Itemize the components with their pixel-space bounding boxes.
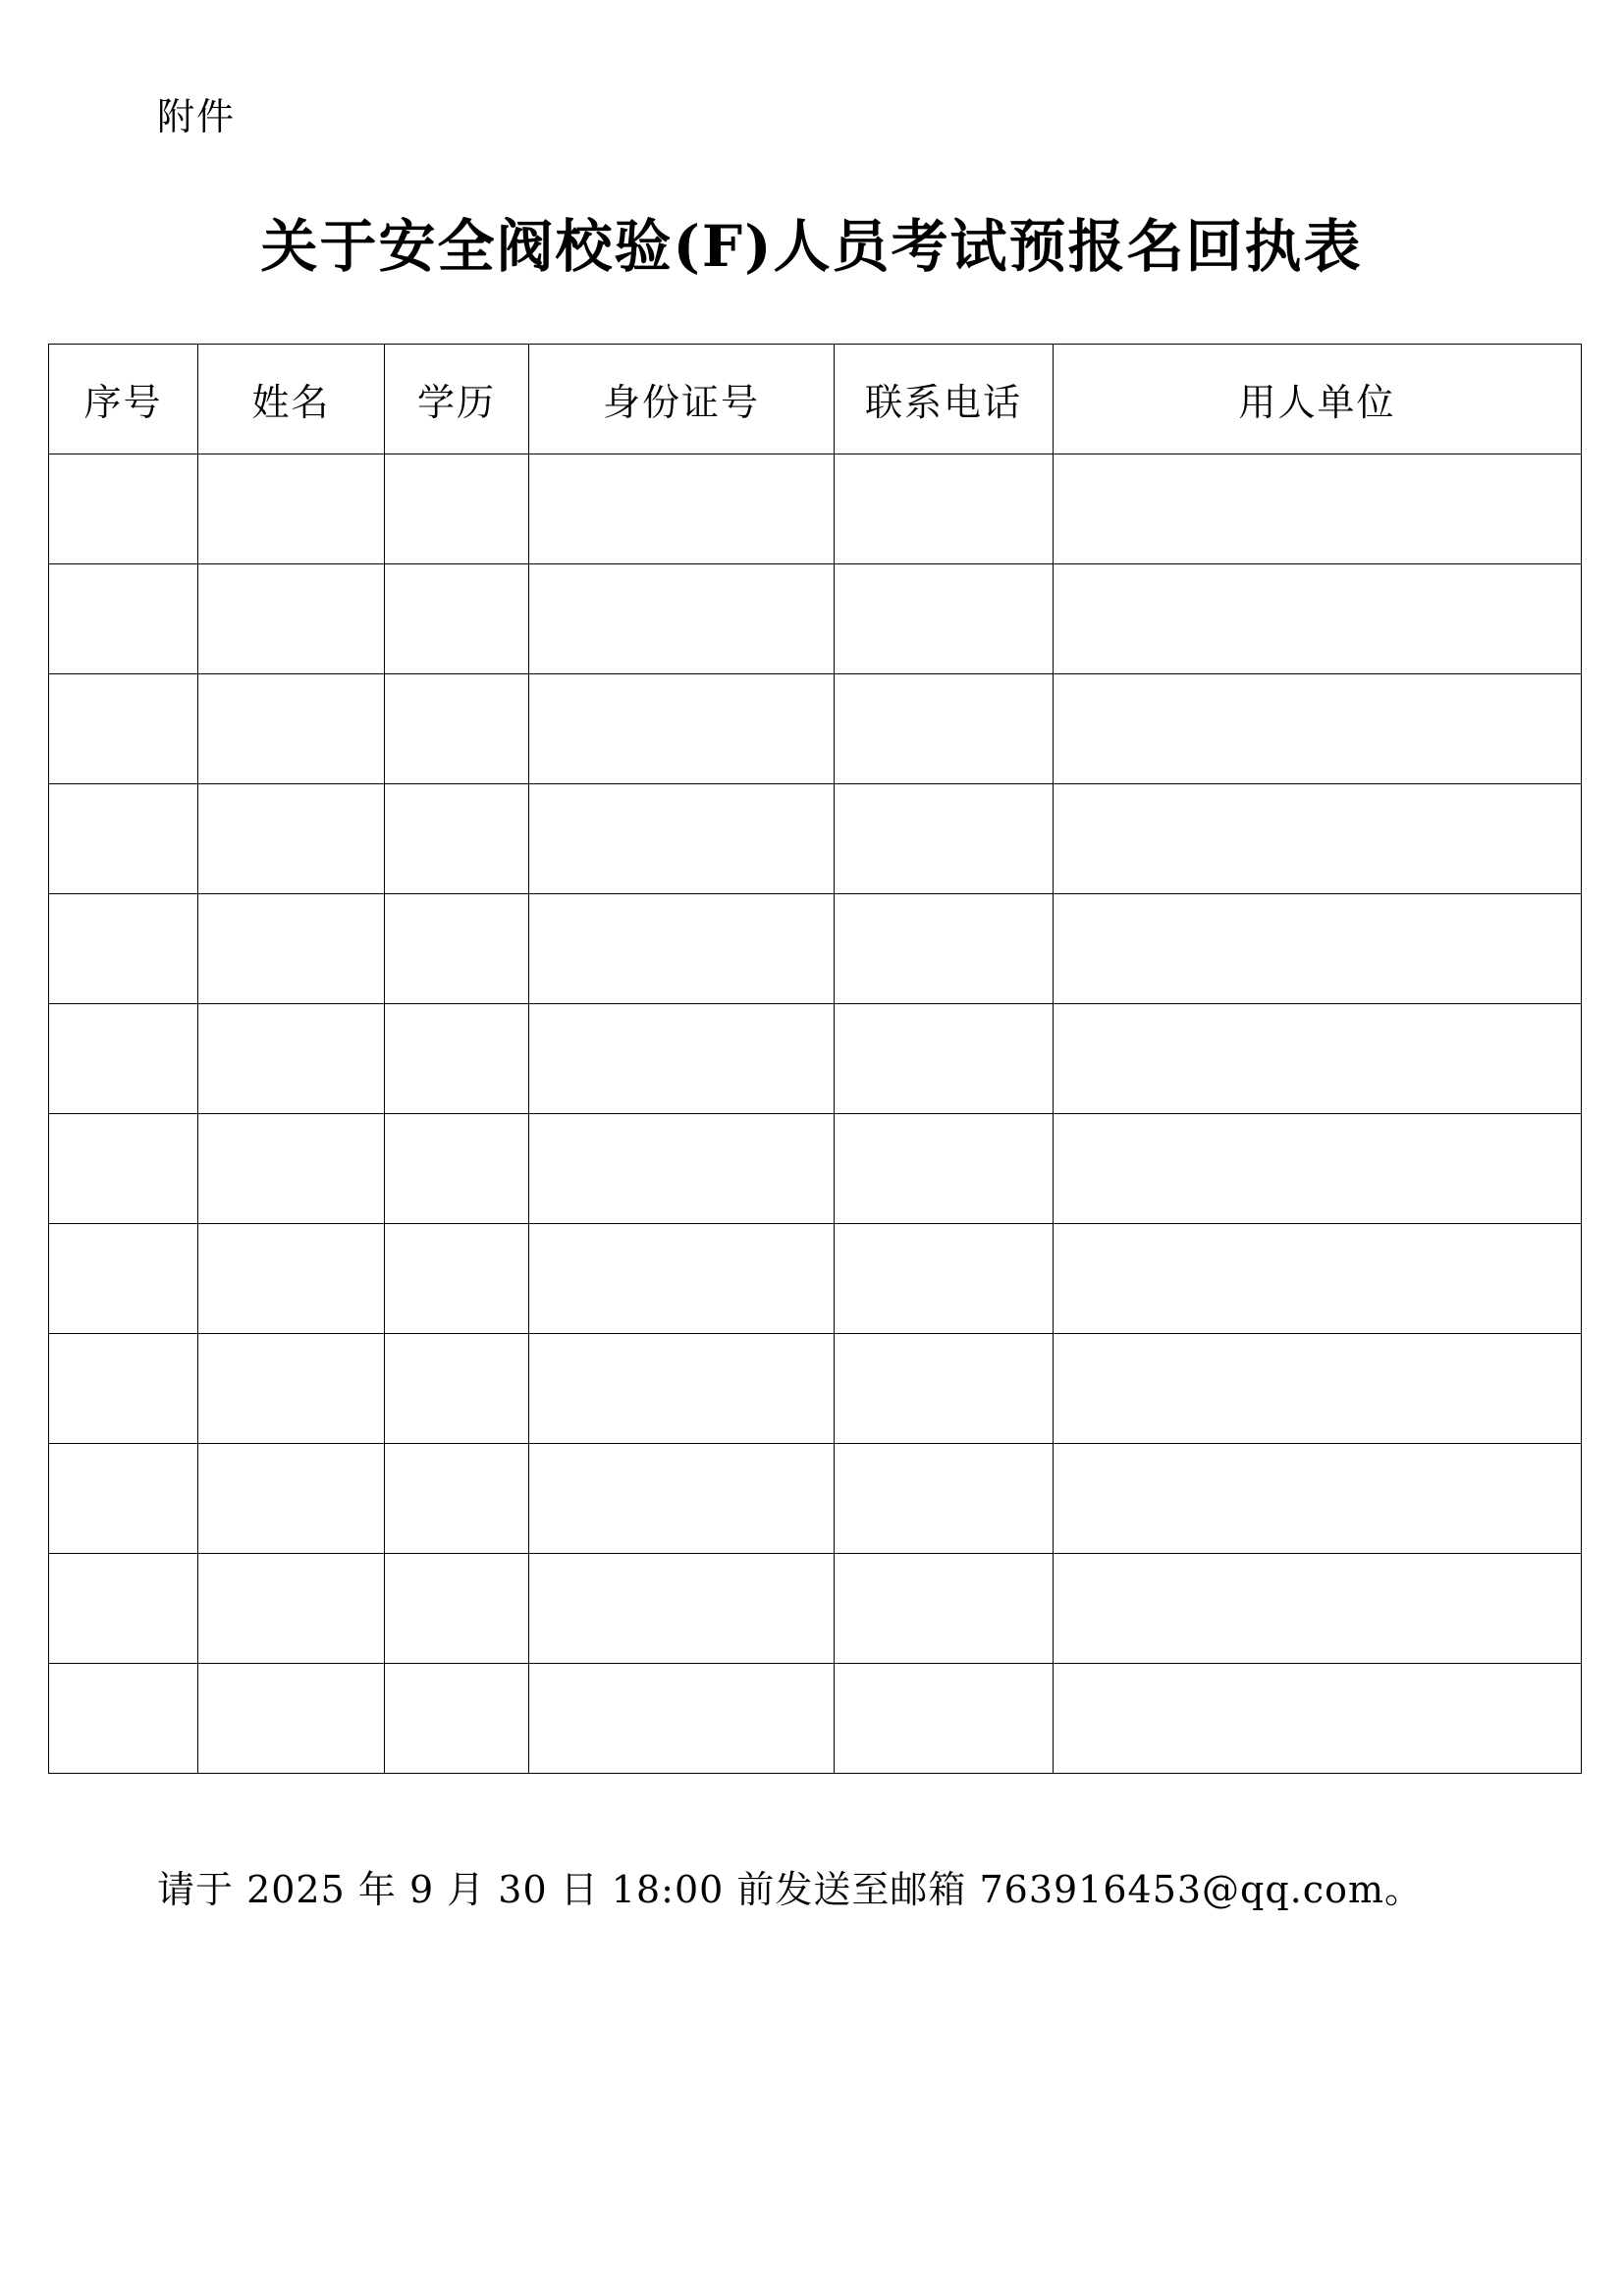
table-row bbox=[49, 1004, 1582, 1114]
attachment-label: 附件 bbox=[157, 95, 237, 138]
header-education: 学历 bbox=[385, 345, 529, 454]
table-cell[interactable] bbox=[198, 1444, 385, 1554]
table-cell[interactable] bbox=[385, 674, 529, 784]
header-id-number: 身份证号 bbox=[529, 345, 835, 454]
table-cell[interactable] bbox=[835, 894, 1054, 1004]
table-cell[interactable] bbox=[1054, 1664, 1582, 1774]
table-cell[interactable] bbox=[529, 784, 835, 894]
table-cell[interactable] bbox=[198, 784, 385, 894]
table-cell[interactable] bbox=[49, 1224, 198, 1334]
submission-note: 请于 2025 年 9 月 30 日 18:00 前发送至邮箱 763916453@qq.com。 bbox=[157, 1868, 1423, 1911]
table-cell[interactable] bbox=[1054, 784, 1582, 894]
table-header-row bbox=[49, 345, 1582, 454]
table-cell[interactable] bbox=[835, 674, 1054, 784]
table-cell[interactable] bbox=[385, 784, 529, 894]
table-row bbox=[49, 674, 1582, 784]
header-employer: 用人单位 bbox=[1054, 345, 1582, 454]
table-cell[interactable] bbox=[49, 1004, 198, 1114]
table-cell[interactable] bbox=[49, 674, 198, 784]
table-cell[interactable] bbox=[198, 894, 385, 1004]
table-cell[interactable] bbox=[1054, 1224, 1582, 1334]
document-title: 关于安全阀校验(F)人员考试预报名回执表 bbox=[260, 213, 1363, 280]
table-cell[interactable] bbox=[49, 894, 198, 1004]
table-cell[interactable] bbox=[198, 1224, 385, 1334]
table-cell[interactable] bbox=[198, 1114, 385, 1224]
table-cell[interactable] bbox=[1054, 1554, 1582, 1664]
table-cell[interactable] bbox=[49, 784, 198, 894]
table-cell[interactable] bbox=[385, 1334, 529, 1444]
table-row bbox=[49, 1664, 1582, 1774]
table-cell[interactable] bbox=[1054, 454, 1582, 564]
header-name: 姓名 bbox=[198, 345, 385, 454]
table-row bbox=[49, 1334, 1582, 1444]
table-cell[interactable] bbox=[835, 564, 1054, 674]
table-cell[interactable] bbox=[385, 1554, 529, 1664]
table-row bbox=[49, 1224, 1582, 1334]
table-row bbox=[49, 1444, 1582, 1554]
table-row bbox=[49, 454, 1582, 564]
table-cell[interactable] bbox=[835, 1004, 1054, 1114]
table-cell[interactable] bbox=[529, 1444, 835, 1554]
table-cell[interactable] bbox=[835, 454, 1054, 564]
table-cell[interactable] bbox=[198, 1004, 385, 1114]
table-cell[interactable] bbox=[1054, 894, 1582, 1004]
table-cell[interactable] bbox=[198, 1664, 385, 1774]
header-phone: 联系电话 bbox=[835, 345, 1054, 454]
table-cell[interactable] bbox=[198, 1334, 385, 1444]
table-cell[interactable] bbox=[529, 1004, 835, 1114]
table-cell[interactable] bbox=[49, 564, 198, 674]
table-cell[interactable] bbox=[529, 1334, 835, 1444]
table-cell[interactable] bbox=[835, 784, 1054, 894]
table-cell[interactable] bbox=[529, 1224, 835, 1334]
header-serial-number: 序号 bbox=[49, 345, 198, 454]
table-cell[interactable] bbox=[1054, 564, 1582, 674]
table-cell[interactable] bbox=[385, 1224, 529, 1334]
table-body bbox=[49, 454, 1582, 1774]
table-cell[interactable] bbox=[49, 1334, 198, 1444]
table-cell[interactable] bbox=[49, 1554, 198, 1664]
table-cell[interactable] bbox=[1054, 1114, 1582, 1224]
table-cell[interactable] bbox=[529, 894, 835, 1004]
table-cell[interactable] bbox=[385, 1664, 529, 1774]
table-cell[interactable] bbox=[49, 1114, 198, 1224]
table-cell[interactable] bbox=[835, 1224, 1054, 1334]
table-cell[interactable] bbox=[1054, 1334, 1582, 1444]
table-row bbox=[49, 1114, 1582, 1224]
table-cell[interactable] bbox=[49, 1444, 198, 1554]
table-cell[interactable] bbox=[198, 1554, 385, 1664]
table-cell[interactable] bbox=[529, 1114, 835, 1224]
table-cell[interactable] bbox=[529, 1664, 835, 1774]
table-cell[interactable] bbox=[198, 454, 385, 564]
table-cell[interactable] bbox=[529, 674, 835, 784]
table-row bbox=[49, 894, 1582, 1004]
table-row bbox=[49, 1554, 1582, 1664]
table-cell[interactable] bbox=[835, 1664, 1054, 1774]
table-cell[interactable] bbox=[385, 1004, 529, 1114]
table-cell[interactable] bbox=[835, 1334, 1054, 1444]
table-cell[interactable] bbox=[49, 454, 198, 564]
table-cell[interactable] bbox=[529, 1554, 835, 1664]
table-cell[interactable] bbox=[49, 1664, 198, 1774]
table-cell[interactable] bbox=[529, 454, 835, 564]
table-cell[interactable] bbox=[835, 1444, 1054, 1554]
table-cell[interactable] bbox=[385, 894, 529, 1004]
table-cell[interactable] bbox=[385, 564, 529, 674]
table-cell[interactable] bbox=[529, 564, 835, 674]
table-cell[interactable] bbox=[1054, 1004, 1582, 1114]
registration-table bbox=[48, 344, 1582, 1774]
table-cell[interactable] bbox=[198, 674, 385, 784]
table-row bbox=[49, 784, 1582, 894]
table-cell[interactable] bbox=[385, 454, 529, 564]
table-cell[interactable] bbox=[1054, 1444, 1582, 1554]
table-cell[interactable] bbox=[385, 1114, 529, 1224]
table-cell[interactable] bbox=[835, 1114, 1054, 1224]
table-row bbox=[49, 564, 1582, 674]
table-cell[interactable] bbox=[835, 1554, 1054, 1664]
table-cell[interactable] bbox=[198, 564, 385, 674]
table-cell[interactable] bbox=[385, 1444, 529, 1554]
table-cell[interactable] bbox=[1054, 674, 1582, 784]
